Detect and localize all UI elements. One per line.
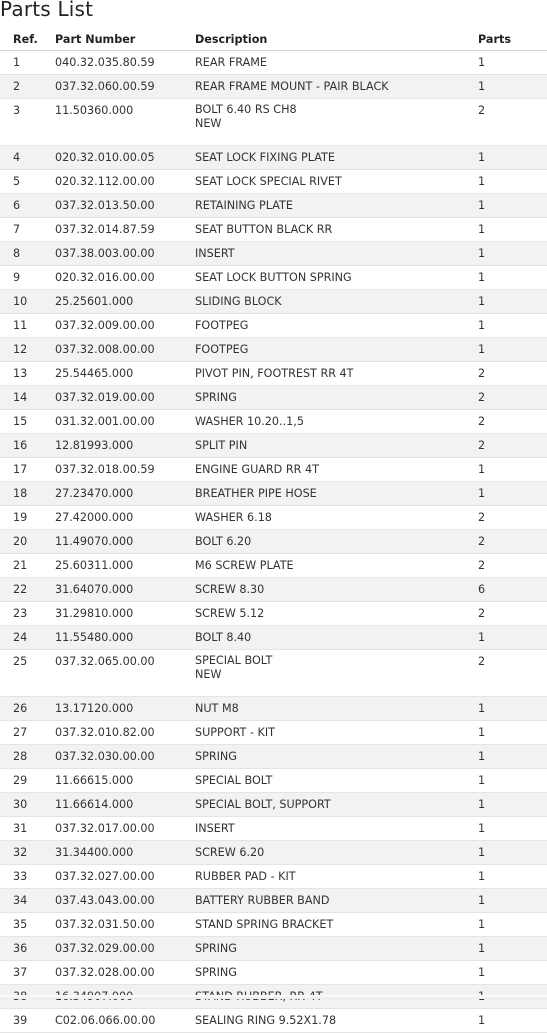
- cell-ref: 16: [0, 434, 55, 458]
- cell-ref: 7: [0, 218, 55, 242]
- cell-parts-qty: 1: [478, 242, 547, 266]
- table-row[interactable]: [0, 194, 547, 218]
- cell-parts-qty: 2: [478, 530, 547, 554]
- description-line: BOLT 6.40 RS CH8: [195, 103, 297, 116]
- cell-ref: 25: [0, 650, 55, 697]
- table-row[interactable]: [0, 75, 547, 99]
- cell-description: WASHER 10.20..1,5: [195, 410, 478, 434]
- table-row[interactable]: [0, 841, 547, 865]
- cell-description: SPECIAL BOLT: [195, 769, 478, 793]
- cell-part-number: 31.64070.000: [55, 578, 195, 602]
- cell-part-number: C02.06.066.00.00: [55, 1009, 195, 1033]
- table-row[interactable]: [0, 290, 547, 314]
- cell-ref: 15: [0, 410, 55, 434]
- cell-ref: 14: [0, 386, 55, 410]
- cell-parts-qty: 1: [478, 1009, 547, 1033]
- table-row[interactable]: [0, 410, 547, 434]
- cell-parts-qty: 1: [478, 290, 547, 314]
- cell-part-number: 037.32.014.87.59: [55, 218, 195, 242]
- cell-part-number: 13.17120.000: [55, 697, 195, 721]
- cell-description: ENGINE GUARD RR 4T: [195, 458, 478, 482]
- cell-description: FOOTPEG: [195, 338, 478, 362]
- cell-parts-qty: 1: [478, 745, 547, 769]
- cell-part-number: 037.32.031.50.00: [55, 913, 195, 937]
- cell-parts-qty: 1: [478, 769, 547, 793]
- table-row[interactable]: [0, 650, 547, 697]
- cell-parts-qty: 2: [478, 506, 547, 530]
- cell-part-number: 25.25601.000: [55, 290, 195, 314]
- cell-description: STAND SPRING BRACKET: [195, 913, 478, 937]
- cell-part-number: 037.32.029.00.00: [55, 937, 195, 961]
- cell-ref: 17: [0, 458, 55, 482]
- cell-parts-qty: 2: [478, 602, 547, 626]
- cell-parts-qty: 1: [478, 913, 547, 937]
- page-title: Parts List: [0, 0, 94, 21]
- cell-part-number: 037.32.008.00.00: [55, 338, 195, 362]
- cell-parts-qty: 2: [478, 386, 547, 410]
- cell-parts-qty: 1: [478, 338, 547, 362]
- cell-parts-qty: 1: [478, 51, 547, 75]
- cell-description: SPRING: [195, 961, 478, 985]
- cell-description: RETAINING PLATE: [195, 194, 478, 218]
- cell-part-number: 037.32.019.00.00: [55, 386, 195, 410]
- cell-part-number: 25.54465.000: [55, 362, 195, 386]
- cell-ref: 19: [0, 506, 55, 530]
- header-ref[interactable]: Ref.: [0, 28, 55, 51]
- table-row[interactable]: [0, 889, 547, 913]
- cell-ref: 32: [0, 841, 55, 865]
- cell-description: BOLT 8.40: [195, 626, 478, 650]
- table-row[interactable]: [0, 99, 547, 146]
- cell-ref: 3: [0, 99, 55, 146]
- table-row[interactable]: [0, 602, 547, 626]
- cell-part-number: 11.66614.000: [55, 793, 195, 817]
- cell-part-number: 27.42000.000: [55, 506, 195, 530]
- cell-description: SEAT LOCK FIXING PLATE: [195, 146, 478, 170]
- cell-parts-qty: 1: [478, 817, 547, 841]
- description-note: NEW: [195, 668, 222, 681]
- table-row[interactable]: [0, 362, 547, 386]
- cell-ref: 2: [0, 75, 55, 99]
- cell-description: INSERT: [195, 242, 478, 266]
- description-line: SPECIAL BOLT: [195, 654, 273, 667]
- cell-parts-qty: 2: [478, 554, 547, 578]
- table-row[interactable]: [0, 266, 547, 290]
- cell-description: SEAT LOCK SPECIAL RIVET: [195, 170, 478, 194]
- table-row[interactable]: [0, 626, 547, 650]
- cell-parts-qty: 1: [478, 194, 547, 218]
- table-row[interactable]: [0, 817, 547, 841]
- cell-ref: 29: [0, 769, 55, 793]
- cell-part-number: 31.29810.000: [55, 602, 195, 626]
- cell-part-number: 11.50360.000: [55, 99, 195, 146]
- cell-ref: 30: [0, 793, 55, 817]
- table-row[interactable]: [0, 458, 547, 482]
- cell-description: SCREW 5.12: [195, 602, 478, 626]
- cell-ref: 10: [0, 290, 55, 314]
- cell-parts-qty: 2: [478, 362, 547, 386]
- cell-part-number: 037.32.027.00.00: [55, 865, 195, 889]
- table-row[interactable]: [0, 554, 547, 578]
- cell-ref: 9: [0, 266, 55, 290]
- cell-description: REAR FRAME: [195, 51, 478, 75]
- header-description[interactable]: Description: [195, 28, 478, 51]
- table-row[interactable]: [0, 51, 547, 75]
- cell-ref: 22: [0, 578, 55, 602]
- cell-description: SPLIT PIN: [195, 434, 478, 458]
- table-row[interactable]: [0, 218, 547, 242]
- cell-description: REAR FRAME MOUNT - PAIR BLACK: [195, 75, 478, 99]
- table-row[interactable]: [0, 434, 547, 458]
- scroll-fade: [0, 995, 547, 999]
- cell-ref: 23: [0, 602, 55, 626]
- cell-parts-qty: 1: [478, 937, 547, 961]
- cell-ref: 34: [0, 889, 55, 913]
- cell-parts-qty: 1: [478, 170, 547, 194]
- table-row[interactable]: [0, 578, 547, 602]
- cell-description: [195, 650, 478, 697]
- table-row[interactable]: [0, 865, 547, 889]
- cell-part-number: 037.32.060.00.59: [55, 75, 195, 99]
- cell-parts-qty: 1: [478, 626, 547, 650]
- table-row[interactable]: [0, 242, 547, 266]
- cell-part-number: 020.32.016.00.00: [55, 266, 195, 290]
- cell-parts-qty: 2: [478, 650, 547, 697]
- table-row[interactable]: [0, 793, 547, 817]
- cell-description: SPECIAL BOLT, SUPPORT: [195, 793, 478, 817]
- table-row[interactable]: [0, 1009, 547, 1033]
- table-row[interactable]: [0, 314, 547, 338]
- table-row[interactable]: [0, 913, 547, 937]
- cell-ref: 11: [0, 314, 55, 338]
- cell-description: FOOTPEG: [195, 314, 478, 338]
- table-row[interactable]: [0, 482, 547, 506]
- cell-part-number: 037.32.010.82.00: [55, 721, 195, 745]
- cell-description: SPRING: [195, 937, 478, 961]
- cell-part-number: 25.60311.000: [55, 554, 195, 578]
- cell-parts-qty: 1: [478, 146, 547, 170]
- cell-description: SCREW 8.30: [195, 578, 478, 602]
- cell-ref: 13: [0, 362, 55, 386]
- cell-parts-qty: 1: [478, 793, 547, 817]
- cell-ref: 18: [0, 482, 55, 506]
- cell-parts-qty: 1: [478, 266, 547, 290]
- cell-description: [195, 99, 478, 146]
- cell-part-number: 037.32.018.00.59: [55, 458, 195, 482]
- cell-ref: 24: [0, 626, 55, 650]
- cell-parts-qty: 2: [478, 410, 547, 434]
- table-row[interactable]: [0, 697, 547, 721]
- table-row[interactable]: [0, 338, 547, 362]
- cell-part-number: 037.32.028.00.00: [55, 961, 195, 985]
- table-row[interactable]: [0, 146, 547, 170]
- cell-part-number: 037.32.009.00.00: [55, 314, 195, 338]
- cell-part-number: 031.32.001.00.00: [55, 410, 195, 434]
- cell-parts-qty: 6: [478, 578, 547, 602]
- table-row[interactable]: [0, 769, 547, 793]
- cell-description: SCREW 6.20: [195, 841, 478, 865]
- table-row[interactable]: [0, 506, 547, 530]
- cell-part-number: 040.32.035.80.59: [55, 51, 195, 75]
- header-part-number[interactable]: Part Number: [55, 28, 195, 51]
- cell-parts-qty: 1: [478, 458, 547, 482]
- cell-part-number: 037.43.043.00.00: [55, 889, 195, 913]
- cell-description: BATTERY RUBBER BAND: [195, 889, 478, 913]
- cell-parts-qty: 1: [478, 482, 547, 506]
- header-parts[interactable]: Parts: [478, 28, 547, 51]
- cell-ref: 26: [0, 697, 55, 721]
- cell-description: BREATHER PIPE HOSE: [195, 482, 478, 506]
- cell-parts-qty: 1: [478, 889, 547, 913]
- table-row[interactable]: [0, 961, 547, 985]
- cell-ref: 36: [0, 937, 55, 961]
- cell-parts-qty: 1: [478, 218, 547, 242]
- cell-ref: 39: [0, 1009, 55, 1033]
- cell-part-number: 037.32.065.00.00: [55, 650, 195, 697]
- cell-description: SEALING RING 9.52X1.78: [195, 1009, 478, 1033]
- cell-parts-qty: 1: [478, 961, 547, 985]
- table-row[interactable]: [0, 745, 547, 769]
- cell-ref: 6: [0, 194, 55, 218]
- table-row[interactable]: [0, 530, 547, 554]
- cell-parts-qty: 1: [478, 75, 547, 99]
- cell-description: SLIDING BLOCK: [195, 290, 478, 314]
- table-row[interactable]: [0, 386, 547, 410]
- cell-part-number: 31.34400.000: [55, 841, 195, 865]
- description-note: NEW: [195, 117, 222, 130]
- cell-ref: 1: [0, 51, 55, 75]
- cell-parts-qty: 2: [478, 434, 547, 458]
- table-row[interactable]: [0, 721, 547, 745]
- cell-description: RUBBER PAD - KIT: [195, 865, 478, 889]
- cell-description: PIVOT PIN, FOOTREST RR 4T: [195, 362, 478, 386]
- cell-parts-qty: 1: [478, 865, 547, 889]
- cell-parts-qty: 2: [478, 99, 547, 146]
- cell-part-number: 020.32.010.00.05: [55, 146, 195, 170]
- cell-ref: 5: [0, 170, 55, 194]
- parts-table: [0, 28, 547, 1033]
- cell-description: SUPPORT - KIT: [195, 721, 478, 745]
- cell-parts-qty: 1: [478, 841, 547, 865]
- cell-part-number: 020.32.112.00.00: [55, 170, 195, 194]
- cell-description: SPRING: [195, 386, 478, 410]
- cell-description: WASHER 6.18: [195, 506, 478, 530]
- cell-ref: 21: [0, 554, 55, 578]
- cell-description: SEAT LOCK BUTTON SPRING: [195, 266, 478, 290]
- cell-parts-qty: 1: [478, 721, 547, 745]
- cell-part-number: 11.49070.000: [55, 530, 195, 554]
- table-header-row: [0, 28, 547, 51]
- cell-ref: 12: [0, 338, 55, 362]
- cell-description: SEAT BUTTON BLACK RR: [195, 218, 478, 242]
- cell-ref: 33: [0, 865, 55, 889]
- cell-description: SPRING: [195, 745, 478, 769]
- cell-description: NUT M8: [195, 697, 478, 721]
- cell-ref: 37: [0, 961, 55, 985]
- cell-part-number: 27.23470.000: [55, 482, 195, 506]
- cell-part-number: 11.55480.000: [55, 626, 195, 650]
- cell-ref: 28: [0, 745, 55, 769]
- cell-parts-qty: 1: [478, 314, 547, 338]
- cell-ref: 31: [0, 817, 55, 841]
- cell-part-number: 037.32.030.00.00: [55, 745, 195, 769]
- table-row[interactable]: [0, 937, 547, 961]
- cell-description: M6 SCREW PLATE: [195, 554, 478, 578]
- cell-part-number: 12.81993.000: [55, 434, 195, 458]
- cell-ref: 4: [0, 146, 55, 170]
- cell-description: INSERT: [195, 817, 478, 841]
- cell-ref: 35: [0, 913, 55, 937]
- cell-part-number: 11.66615.000: [55, 769, 195, 793]
- cell-part-number: 037.32.017.00.00: [55, 817, 195, 841]
- cell-ref: 20: [0, 530, 55, 554]
- cell-ref: 8: [0, 242, 55, 266]
- cell-description: BOLT 6.20: [195, 530, 478, 554]
- cell-parts-qty: 1: [478, 697, 547, 721]
- table-row[interactable]: [0, 170, 547, 194]
- cell-part-number: 037.38.003.00.00: [55, 242, 195, 266]
- cell-part-number: 037.32.013.50.00: [55, 194, 195, 218]
- cell-ref: 27: [0, 721, 55, 745]
